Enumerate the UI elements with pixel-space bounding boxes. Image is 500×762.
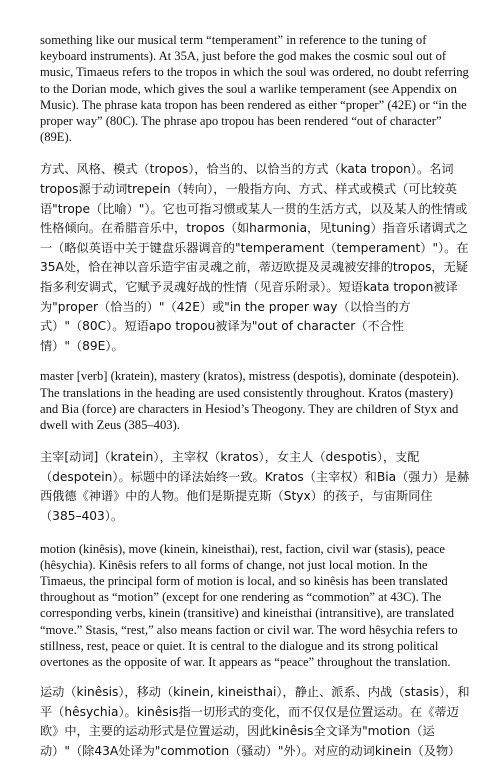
paragraph-tropos-en: something like our musical term “temperament” in reference to the tuning of keyboard instruments). At 35A, just before the god makes the cosmic soul out of music, Timaeus refers to the tropos in which the soul was ordered, no doubt referring to the Dorian mode, which gives the soul a warlike temperament (see Appendix on Music). The phrase kata tropon has been rendered as either “proper” (42E) or “in the proper way” (80C). The phrase apo tropou has been rendered “out of character” (89E). <box>40 33 469 145</box>
paragraph-master-zh: 主宰[动词]（kratein），主宰权（kratos），女主人（despotis），支配（despotein）。标题中的译法始终一致。Kratos（主宰权）和Bia（强力）是赫西俄德《神谱》中的人物。他们是斯提克斯（Styx）的孩子，与宙斯同住（385–403）。 <box>40 450 470 523</box>
paragraph-motion-en: motion (kinêsis), move (kinein, kineisthai), rest, faction, civil war (stasis), peace (hêsychia). Kinêsis refers to all forms of change, not just local motion. In the Timaeus, the principal form of motion is local, and so kinêsis has been translated throughout as “motion” (except for one rendering as “commotion” at 43C). The corresponding verbs, kinein (transitive) and kineisthai (intransitive), are translated “move.” Stasis, “rest,” also means faction or civil war. The word hêsychia refers to stillness, rest, peace or quiet. It is central to the dialogue and its strong political overtones as the opposite of war. It appears as “peace” throughout the translation. <box>40 541 458 669</box>
paragraph-master-en: master [verb] (kratein), mastery (kratos), mistress (despotis), dominate (despotein). The translations in the heading are used consistently throughout. Kratos (mastery) and Bia (force) are characters in Hesiod’s Theogony. They are children of Styx and dwell with Zeus (385–403). <box>40 369 459 432</box>
document-page <box>40 32 472 762</box>
paragraph-motion-zh: 运动（kinêsis），移动（kinein, kineisthai），静止、派系、内战（stasis），和平（hêsychia）。kinêsis指一切形式的变化，而不仅仅是位置运动。在《蒂迈欧》中，主要的运动形式是位置运动，因此kinêsis全文译为"motion（运动）"（除43A处译为"commotion（骚动）"外）。对应的动词kinein（及物） <box>40 685 470 758</box>
paragraph-tropos-zh: 方式、风格、模式（tropos），恰当的、以恰当的方式（kata tropon）。名词tropos源于动词trepein（转向），一般指方向、方式、样式或模式（可比较英语"trope（比喻）"）。它也可指习惯或某人一贯的生活方式，以及某人的性情或性格倾向。在希腊音乐中，tropos（如harmonia，见tuning）指音乐诸调式之一（略似英语中关于键盘乐器调音的"temperament（temperament）"）。在35A处，恰在神以音乐造宇宙灵魂之前，蒂迈欧提及灵魂被安排的tropos，无疑指多利安调式，它赋予灵魂好战的性情（见音乐附录）。短语kata tropon被译为"proper（恰当的）"（42E）或"in the proper way（以恰当的方式）"（80C）。短语apo tropou被译为"out of character（不合性情）"（89E）。 <box>40 162 469 353</box>
